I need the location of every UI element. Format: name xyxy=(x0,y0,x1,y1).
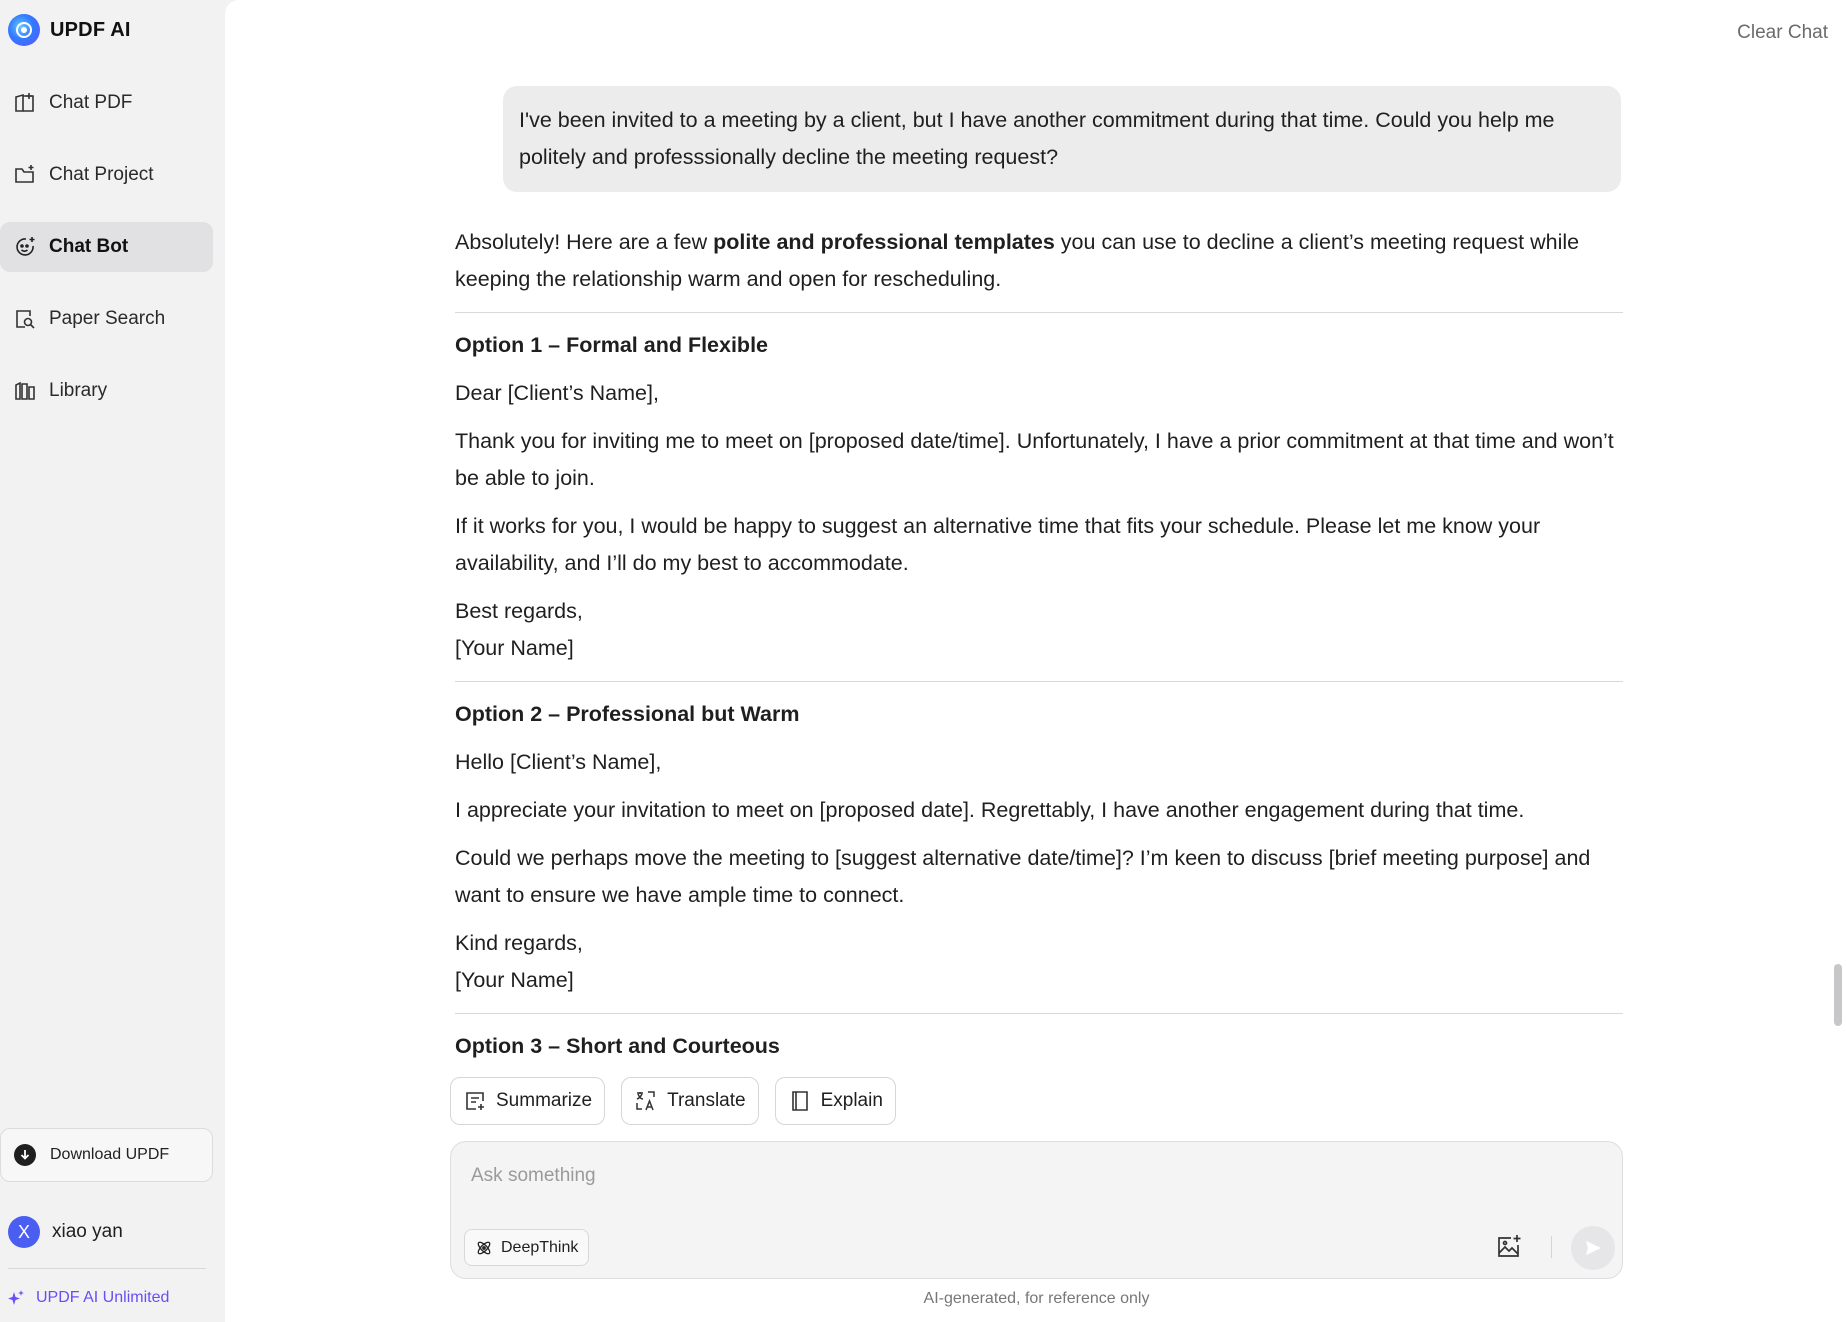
intro-text: Absolutely! Here are a few xyxy=(455,230,714,254)
send-button[interactable] xyxy=(1571,1226,1615,1270)
sidebar-item-chat-project[interactable] xyxy=(0,150,213,200)
quick-actions xyxy=(450,1077,896,1125)
toolbar-separator xyxy=(1551,1236,1552,1258)
deepthink-toggle[interactable] xyxy=(464,1229,589,1266)
sidebar-item-label: Chat Bot xyxy=(49,236,129,257)
updf-logo-icon xyxy=(8,14,40,46)
ai-disclaimer: AI-generated, for reference only xyxy=(923,1290,1150,1307)
option-signature: [Your Name] xyxy=(455,968,574,992)
download-updf-button[interactable] xyxy=(0,1128,213,1182)
summarize-icon xyxy=(463,1089,487,1113)
sidebar-item-label: Paper Search xyxy=(49,308,166,329)
paper-search-icon xyxy=(13,307,37,331)
option-paragraph: Could we perhaps move the meeting to [suggest alternative date/time]? I’m keen to discuss [brief meeting purpose] and want to ensure we have ample time to connect. xyxy=(455,846,1591,907)
library-icon xyxy=(13,379,37,403)
atom-icon xyxy=(475,1239,493,1257)
avatar: X xyxy=(8,1216,40,1248)
option-closing: Best regards, xyxy=(455,599,583,623)
download-icon xyxy=(14,1144,36,1166)
deepthink-label: DeepThink xyxy=(501,1238,579,1256)
book-icon xyxy=(788,1089,812,1113)
sparkle-icon xyxy=(6,1288,26,1308)
clear-chat-button[interactable]: Clear Chat xyxy=(1737,22,1828,43)
summarize-button[interactable] xyxy=(450,1077,605,1125)
divider xyxy=(455,681,1623,682)
divider xyxy=(455,312,1623,313)
explain-label: Explain xyxy=(820,1090,883,1111)
intro-bold-text: polite and professional templates xyxy=(713,230,1055,254)
option-closing: Kind regards, xyxy=(455,931,583,955)
chat-input[interactable] xyxy=(471,1156,1571,1196)
option-signature: [Your Name] xyxy=(455,636,574,660)
summarize-label: Summarize xyxy=(496,1090,593,1111)
user-message-bubble: I've been invited to a meeting by a client, but I have another commitment during that time. Could you help me politely and professsionally decline the meeting request? xyxy=(503,86,1621,192)
chat-input-box xyxy=(450,1141,1623,1279)
brand-name: UPDF AI xyxy=(50,18,131,41)
option-title: Option 2 – Professional but Warm xyxy=(455,702,800,726)
assistant-response xyxy=(455,224,1623,1076)
option-paragraph: I appreciate your invitation to meet on [proposed date]. Regrettably, I have another engagement during that time. xyxy=(455,798,1525,822)
translate-button[interactable] xyxy=(621,1077,759,1125)
option-paragraph: Thank you for inviting me to meet on [proposed date/time]. Unfortunately, I have a prior commitment at that time and won’t be able to join. xyxy=(455,429,1614,490)
divider xyxy=(455,1013,1623,1014)
sidebar-item-chat-pdf[interactable] xyxy=(0,78,213,128)
sidebar-item-paper-search[interactable] xyxy=(0,294,213,344)
folder-plus-icon xyxy=(13,163,37,187)
translate-label: Translate xyxy=(667,1090,746,1111)
sidebar-item-library[interactable] xyxy=(0,366,213,416)
chat-scrollbar[interactable] xyxy=(1834,964,1842,1026)
sidebar-divider xyxy=(8,1268,206,1269)
sidebar-nav xyxy=(0,78,213,438)
send-icon xyxy=(1583,1238,1603,1258)
explain-button[interactable] xyxy=(775,1077,896,1125)
download-label: Download UPDF xyxy=(50,1146,170,1163)
chat-main xyxy=(225,0,1846,1322)
sidebar-item-label: Chat Project xyxy=(49,164,154,185)
sidebar xyxy=(0,0,225,1322)
option-greeting: Hello [Client’s Name], xyxy=(455,750,662,774)
unlimited-label: UPDF AI Unlimited xyxy=(36,1289,170,1306)
response-intro xyxy=(455,224,1623,298)
user-profile[interactable] xyxy=(8,1216,123,1248)
translate-icon xyxy=(634,1089,658,1113)
option-paragraph: If it works for you, I would be happy to suggest an alternative time that fits your schedule. Please let me know your availability, and I’ll do my best to accommodate. xyxy=(455,514,1541,575)
option-title: Option 1 – Formal and Flexible xyxy=(455,333,768,357)
brand[interactable] xyxy=(8,14,131,46)
option-title: Option 3 – Short and Courteous xyxy=(455,1034,780,1058)
image-plus-icon xyxy=(1494,1232,1524,1262)
chat-pdf-icon xyxy=(13,91,37,115)
upgrade-unlimited-link[interactable] xyxy=(6,1288,169,1308)
sidebar-item-label: Library xyxy=(49,380,108,401)
sidebar-item-chat-bot[interactable] xyxy=(0,222,213,272)
option-greeting: Dear [Client’s Name], xyxy=(455,381,659,405)
sidebar-item-label: Chat PDF xyxy=(49,92,133,113)
image-upload-button[interactable] xyxy=(1494,1232,1524,1262)
intro-text-end: you can use to decline a client’s meeting request while keeping the relationship warm and open for rescheduling. xyxy=(455,230,1580,291)
chat-bot-icon xyxy=(13,235,37,259)
user-name: xiao yan xyxy=(52,1221,123,1242)
